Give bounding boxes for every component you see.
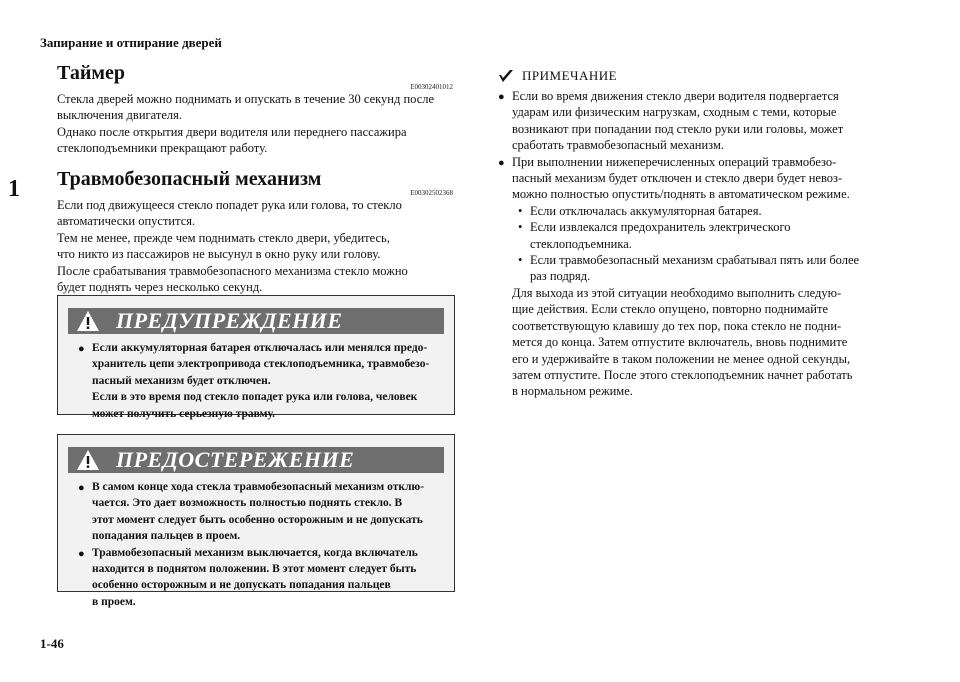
warning-box [57,295,455,420]
text-line: Если отключалась аккумуляторная батарея. [530,203,762,218]
note-title: ПРИМЕЧАНИЕ [522,68,618,83]
text-line: может получить серьезную травму. [92,407,275,420]
text-line: В самом конце хода стекла травмобезопасный механизм отклю- [92,481,425,493]
section-header: Запирание и отпирание дверей [40,35,222,50]
text-line: При выполнении нижеперечисленных операций травмобезо- [512,154,837,169]
text-line: особенно осторожным и не допускать попадания пальцев [92,579,391,592]
text-line: щие действия. Если стекло опущено, повторно поднимайте [512,302,829,317]
text-line: его и удерживайте в таком положении не менее одной секунды, [512,351,851,366]
text-line: Если под движущееся стекло попадет рука или голова, то стекло [57,198,402,212]
text-line: в нормальном режиме. [512,384,633,399]
timer-heading: Таймер [57,62,125,84]
text-line: Если травмобезопасный механизм срабатывал пять или более [530,253,860,268]
text-line: стеклоподъемники прекращают работу. [57,141,268,156]
bullet-icon: ● [78,547,85,560]
note-subitem [512,219,888,252]
text-line: Травмобезопасный механизм выключается, когда включатель [92,546,418,559]
safety-section [57,168,453,295]
text-line: можно полностью опустить/поднять в автоматическом режиме. [512,187,850,202]
text-line: Однако после открытия двери водителя или переднего пассажира [57,124,407,139]
note-checkmark-icon [498,69,514,83]
caution-title: ПРЕДОСТЕРЕЖЕНИЕ [116,447,355,472]
text-line: Если аккумуляторная батарея отключалась или менялся предо- [92,342,428,354]
note-header [498,68,617,84]
text-line: автоматически опустится. [57,214,196,229]
text-line: ударам или физическим нагрузкам, сходным с теми, которые [512,105,837,120]
text-line: стеклоподъемника. [530,236,632,251]
note-item [498,88,888,154]
text-line: находится в поднятом положении. В этот момент следует быть [92,563,417,576]
text-line: пасный механизм будет отключен и стекло двери будет невоз- [512,171,843,186]
text-line: будет поднять через несколько секунд. [57,280,263,295]
text-line: Если в это время под стекло попадет рука или голова, человек [92,391,418,404]
warning-item [78,340,446,422]
text-line: хранитель цепи электропривода стеклоподъемника, травмобезо- [92,358,430,371]
text-line: раз подряд. [530,269,591,284]
text-line: Если извлекался предохранитель электрического [530,220,791,235]
caution-box [57,434,455,608]
warning-triangle-icon [76,310,100,332]
sub-bullet-icon: • [518,220,523,235]
text-line: После срабатывания травмобезопасного механизма стекло можно [57,263,408,278]
bullet-icon: ● [78,482,85,494]
text-line: соответствующую клавишу до тех пор, пока стекло не подни- [512,318,842,333]
text-line: этот момент следует быть особенно осторожным и не допускать [92,513,423,526]
timer-section [57,62,453,157]
bullet-icon: ● [498,91,505,103]
sub-bullet-icon: • [518,203,523,218]
text-line: пасный механизм будет отключен. [92,374,271,387]
caution-item [78,545,446,611]
text-line: возникают при попадании под стекло руки или головы, может [512,121,844,136]
bullet-icon: ● [498,156,505,169]
page-number: 1-46 [40,636,64,651]
text-line: в проем. [92,595,136,608]
text-line: Если во время движения стекло двери водителя подвергается [512,89,839,103]
sub-bullet-icon: • [518,253,523,268]
text-line: затем отпустите. После этого стеклоподъемник начнет работать [512,367,853,382]
text-line: Для выхода из этой ситуации необходимо выполнить следую- [512,285,842,300]
text-line: Стекла дверей можно поднимать и опускать в течение 30 секунд после [57,92,435,106]
warning-triangle-icon [76,449,100,471]
note-item [498,154,888,203]
caution-header [68,447,444,473]
chapter-number: 1 [8,176,20,202]
text-line: сработать травмобезопасный механизм. [512,138,724,153]
warning-header [68,308,444,334]
text-line: чается. Это дает возможность полностью поднять стекло. В [92,497,403,510]
caution-item [78,479,446,545]
note-paragraph [498,285,888,400]
timer-code: E00302401012 [410,83,453,91]
safety-heading: Травмобезопасный механизм [57,168,322,190]
text-line: мется до конца. Затем отпустите включатель, вновь поднимите [512,335,848,350]
warning-title: ПРЕДУПРЕЖДЕНИЕ [116,308,343,333]
text-line: попадания пальцев в проем. [92,530,241,543]
note-subitem [512,203,888,219]
text-line: выключения двигателя. [57,108,182,123]
text-line: что никто из пассажиров не высунул в окно руку или голову. [57,247,381,262]
note-body [498,88,888,400]
safety-code: E00302502368 [410,189,453,197]
note-subitem [512,252,888,285]
bullet-icon: ● [78,343,85,355]
text-line: Тем не менее, прежде чем поднимать стекло двери, убедитесь, [57,230,390,245]
